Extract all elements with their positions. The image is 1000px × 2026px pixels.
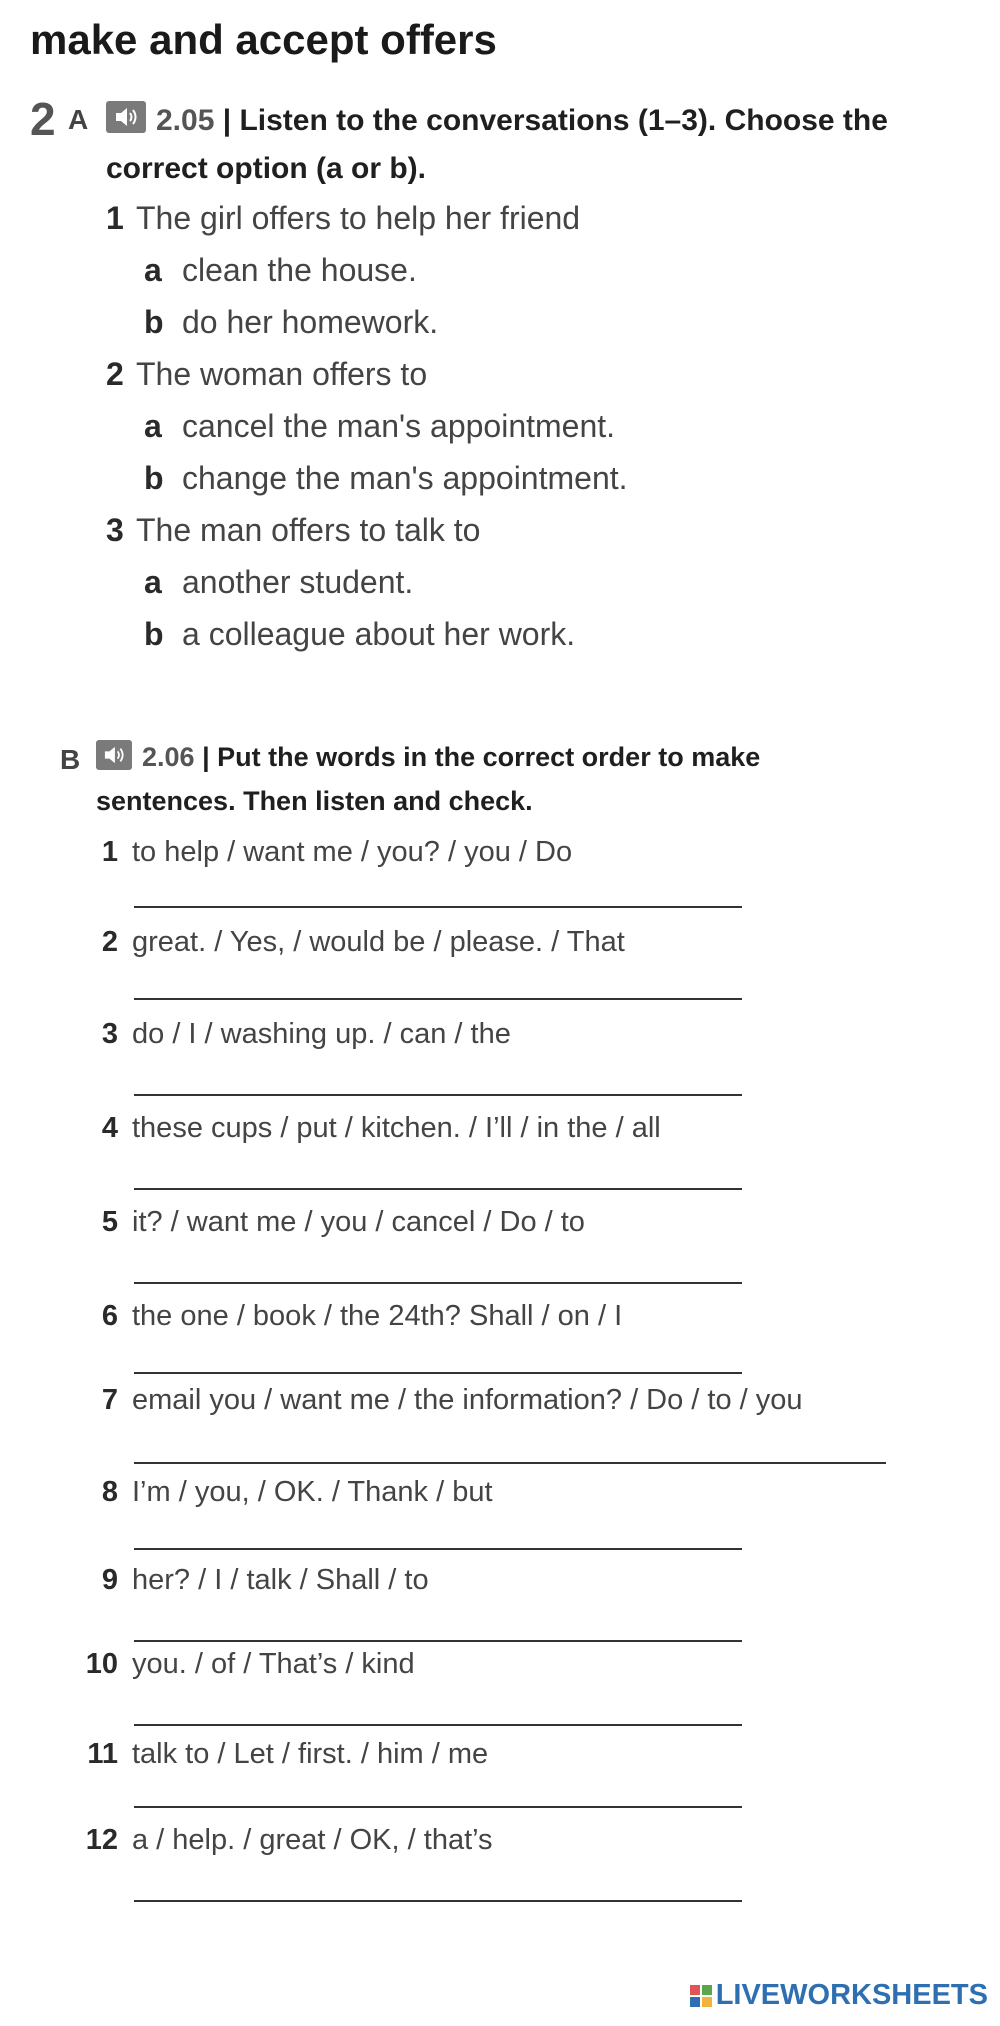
answer-line-7[interactable] [134, 1462, 886, 1464]
sentence-item-12: 12 a / help. / great / OK, / that’s [85, 1824, 493, 1856]
track-number: 2.05 [156, 104, 215, 137]
instruction-text: | Listen to the conversations (1–3). Choose the [222, 104, 888, 137]
question-a-3: 3 The man offers to talk to [106, 512, 481, 548]
answer-line-2[interactable] [134, 998, 742, 1000]
sentence-item-5: 5 it? / want me / you / cancel / Do / to [101, 1206, 585, 1238]
instruction-text: | Put the words in the correct order to make [202, 742, 761, 772]
sentence-item-10: 10 you. / of / That’s / kind [85, 1648, 415, 1680]
exercise-b-instruction [142, 736, 760, 778]
exercise-a-instruction-cont: correct option (a or b). [106, 152, 427, 185]
sentence-item-1: 1 to help / want me / you? / you / Do [101, 836, 573, 868]
logo-grid-icon [690, 1985, 712, 2007]
answer-line-12[interactable] [134, 1900, 742, 1902]
logo-text: LIVEWORKSHEETS [715, 1979, 988, 2011]
sentence-item-11: 11 talk to / Let / first. / him / me [87, 1738, 489, 1770]
sentence-item-9: 9 her? / I / talk / Shall / to [101, 1564, 429, 1596]
question-a-2: 2 The woman offers to [106, 356, 428, 392]
answer-line-8[interactable] [134, 1548, 742, 1550]
track-number: 2.06 [142, 742, 195, 772]
answer-line-11[interactable] [134, 1806, 742, 1808]
answer-line-10[interactable] [134, 1724, 742, 1726]
answer-line-9[interactable] [134, 1640, 742, 1642]
option-2a[interactable]: a cancel the man's appointment. [144, 408, 616, 444]
sentence-item-2: 2 great. / Yes, / would be / please. / That [101, 926, 625, 958]
option-3b[interactable]: b a colleague about her work. [144, 616, 576, 652]
speaker-icon[interactable] [106, 101, 146, 133]
sentence-item-8: 8 I’m / you, / OK. / Thank / but [101, 1476, 493, 1508]
option-2b[interactable]: b change the man's appointment. [144, 460, 628, 496]
answer-line-5[interactable] [134, 1282, 742, 1284]
sentence-item-3: 3 do / I / washing up. / can / the [101, 1018, 511, 1050]
exercise-a-letter: A [68, 104, 89, 135]
exercise-b-letter: B [60, 744, 81, 775]
speaker-icon[interactable] [96, 740, 132, 770]
exercise-b-instruction-cont: sentences. Then listen and check. [96, 786, 533, 816]
answer-line-1[interactable] [134, 906, 742, 908]
answer-line-4[interactable] [134, 1188, 742, 1190]
exercise-a-instruction [156, 98, 888, 144]
answer-line-6[interactable] [134, 1372, 742, 1374]
answer-line-3[interactable] [134, 1094, 742, 1096]
sentence-item-7: 7 email you / want me / the information? / Do / to / you [101, 1384, 803, 1416]
liveworksheets-logo [690, 1979, 988, 2012]
option-3a[interactable]: a another student. [144, 564, 414, 600]
question-a-1: 1 The girl offers to help her friend [106, 200, 581, 236]
option-1b[interactable]: b do her homework. [144, 304, 439, 340]
exercise-number: 2 [30, 93, 56, 145]
sentence-item-6: 6 the one / book / the 24th? Shall / on / I [101, 1300, 623, 1332]
sentence-item-4: 4 these cups / put / kitchen. / I’ll / in the / all [101, 1112, 661, 1144]
option-1a[interactable]: a clean the house. [144, 252, 417, 288]
page-title: make and accept offers [30, 16, 497, 63]
